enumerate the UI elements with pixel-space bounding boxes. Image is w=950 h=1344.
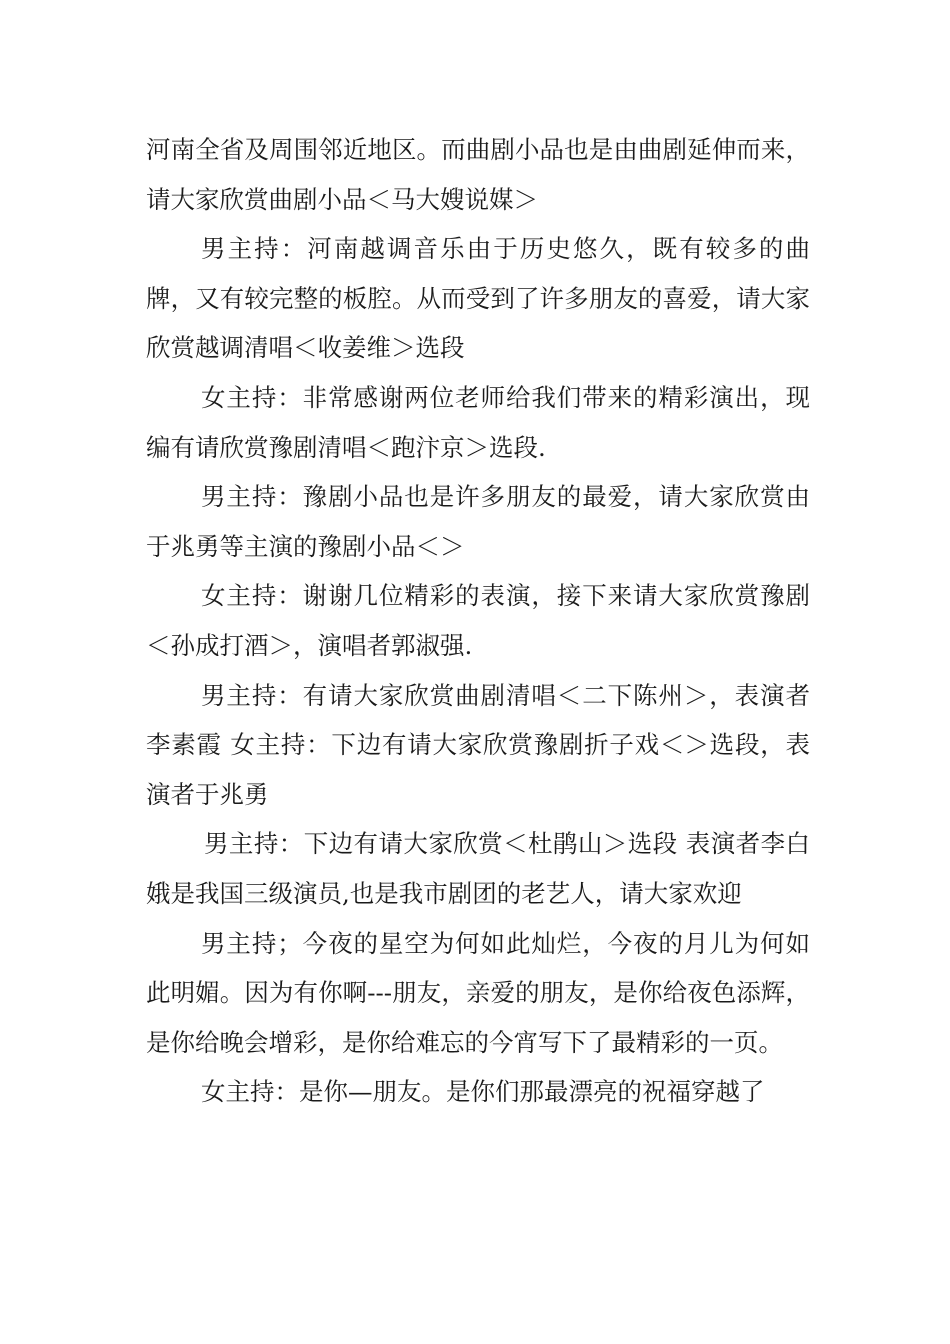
document-body — [146, 125, 810, 1117]
paragraph: 女主持：是你—朋友。是你们那最漂亮的祝福穿越了 — [201, 1077, 765, 1107]
paragraph: 男主持；今夜的星空为何如此灿烂，今夜的月儿为何如此明媚。因为有你啊---朋友，亲爱的朋友，是你给夜色添辉，是你给晚会增彩，是你给难忘的今宵写下了最精彩的一页。 — [146, 928, 810, 1057]
paragraph: 男主持：下边有请大家欣赏＜杜鹃山＞选段 表演者李白娥是我国三级演员,也是我市剧团的老艺人，请大家欢迎 — [146, 829, 810, 908]
paragraph: 女主持：谢谢几位精彩的表演，接下来请大家欣赏豫剧＜孙成打酒＞，演唱者郭淑强. — [146, 581, 810, 660]
paragraph: 男主持：豫剧小品也是许多朋友的最爱，请大家欣赏由于兆勇等主演的豫剧小品＜＞ — [146, 482, 810, 561]
paragraph: 河南全省及周围邻近地区。而曲剧小品也是由曲剧延伸而来，请大家欣赏曲剧小品＜马大嫂说媒＞ — [146, 135, 810, 214]
paragraph: 男主持：河南越调音乐由于历史悠久，既有较多的曲牌，又有较完整的板腔。从而受到了许多朋友的喜爱，请大家欣赏越调清唱＜收姜维＞选段 — [146, 234, 810, 363]
paragraph: 男主持：有请大家欣赏曲剧清唱＜二下陈州＞，表演者 李素霞 女主持：下边有请大家欣赏豫剧折子戏＜＞选段，表演者于兆勇 — [146, 680, 810, 809]
paragraph: 女主持：非常感谢两位老师给我们带来的精彩演出，现编有请欣赏豫剧清唱＜跑汴京＞选段. — [146, 382, 810, 462]
